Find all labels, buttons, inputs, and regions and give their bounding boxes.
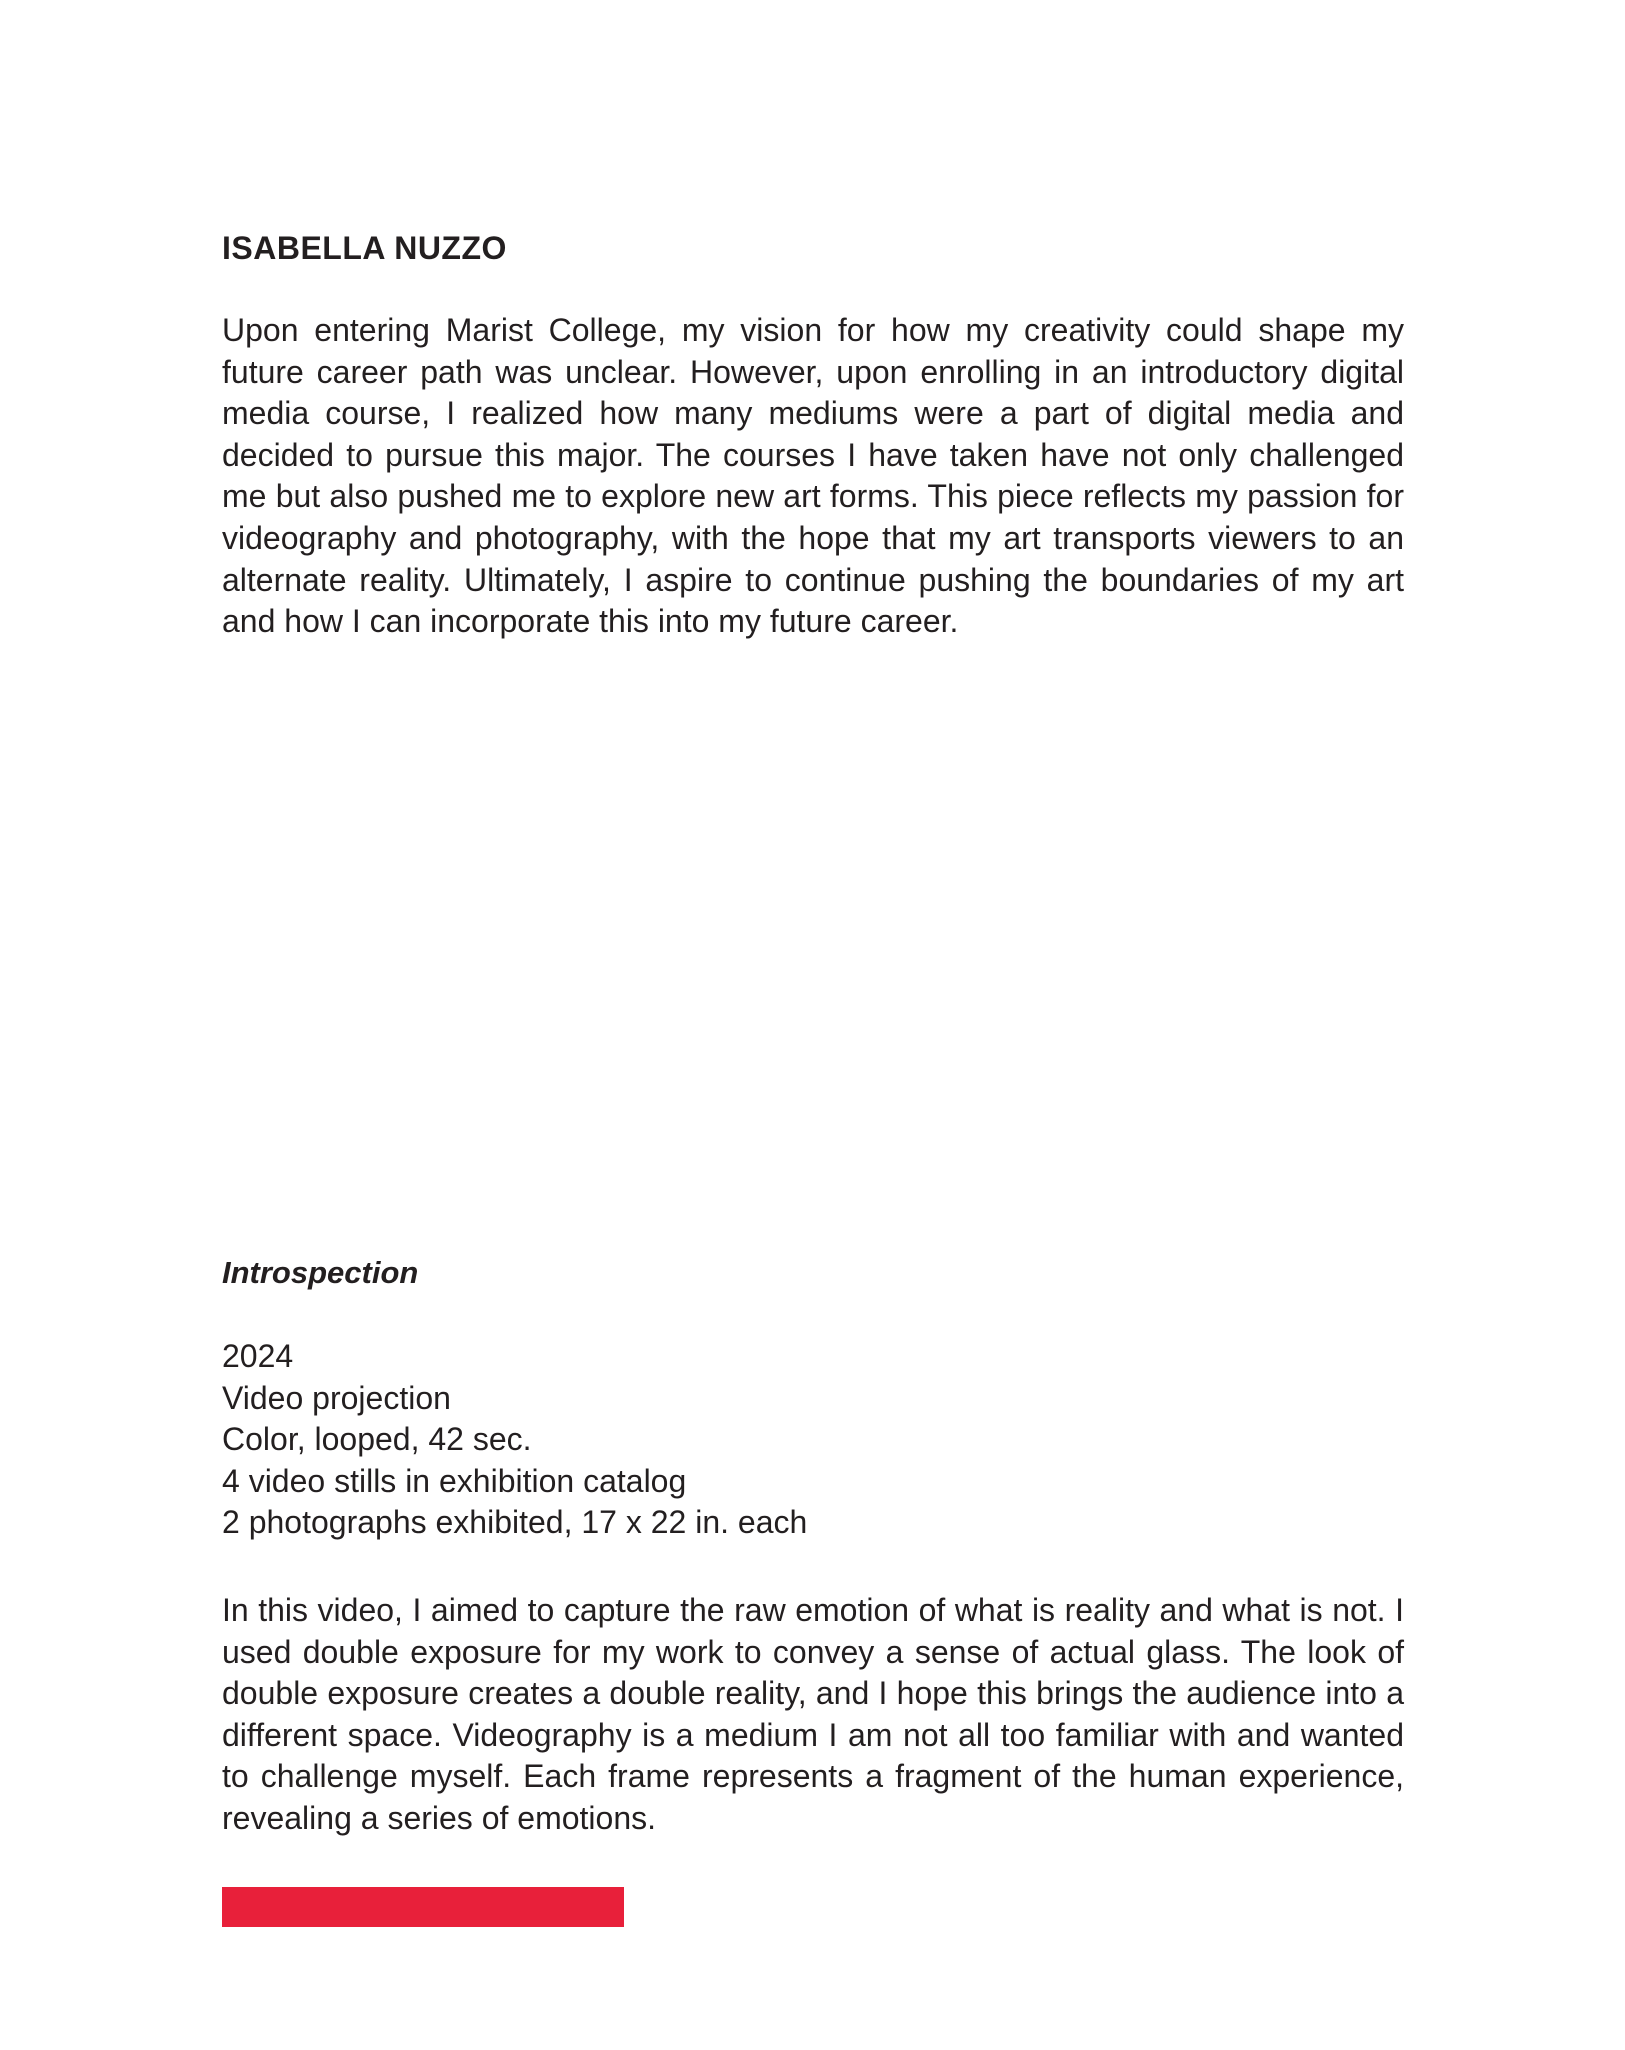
- work-medium: Video projection: [222, 1379, 451, 1416]
- artist-name: ISABELLA NUZZO: [222, 230, 507, 266]
- artist-bio: Upon entering Marist College, my vision for how my creativity could shape my future career path was unclear. However, upon enrolling in an introductory digital media course, I realized how many mediums were a part of digital media and decided to pursue this major. The courses I have taken have not only challenged me but also pushed me to explore new art forms. This piece reflects my passion for videography and photography, with the hope that my art transports viewers to an alternate reality. Ultimately, I aspire to continue pushing the boundaries of my art and how I can incorporate this into my future career.: [222, 312, 1404, 640]
- work-duration: Color, looped, 42 sec.: [222, 1421, 532, 1458]
- work-title: Introspection: [222, 1255, 419, 1290]
- work-details: [222, 1336, 807, 1544]
- work-stills: 4 video stills in exhibition catalog: [222, 1462, 687, 1499]
- work-year: 2024: [222, 1338, 294, 1374]
- accent-bar: [222, 1887, 624, 1927]
- work-photographs: 2 photographs exhibited, 17 x 22 in. each: [222, 1504, 808, 1541]
- artist-statement: In this video, I aimed to capture the raw emotion of what is reality and what is not. I used double exposure for my work to convey a sense of actual glass. The look of double exposure creates a double reality, and I hope this brings the audience into a different space. Videography is a medium I am not all too familiar with and wanted to challenge myself. Each frame represents a fragment of the human experience, revealing a series of emotions.: [222, 1592, 1404, 1836]
